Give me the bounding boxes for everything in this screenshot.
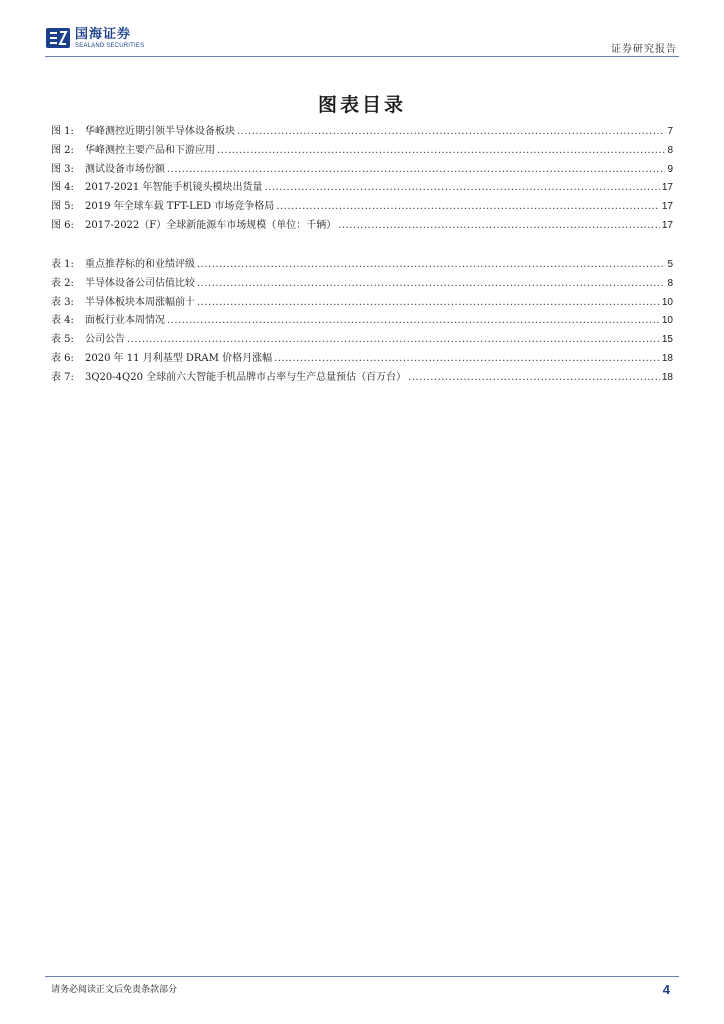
figure-entry[interactable] [51, 160, 673, 179]
disclaimer-note: 请务必阅读正文后免责条款部分 [51, 985, 178, 995]
entry-page-number: 8 [667, 144, 673, 156]
entry-page-number: 17 [661, 219, 673, 231]
company-logo [45, 26, 144, 50]
dot-leader [127, 334, 660, 345]
dot-leader [167, 315, 660, 326]
table-entry[interactable] [51, 349, 673, 368]
page-header [45, 26, 679, 56]
entry-page-number: 9 [667, 163, 673, 175]
logo-chinese-name: 国海证券 [75, 26, 132, 42]
entry-title: 华峰测控近期引领半导体设备板块 [85, 126, 235, 137]
entry-page-number: 18 [661, 352, 673, 364]
sealand-logo-icon [45, 26, 71, 50]
entry-number: 表 3: [51, 296, 74, 308]
figure-list [51, 122, 673, 235]
entry-page-number: 15 [661, 334, 673, 346]
entry-page-number: 7 [667, 126, 673, 137]
entry-number: 图 6: [51, 219, 74, 231]
page-number: 4 [662, 982, 670, 997]
entry-page-number: 10 [661, 296, 673, 308]
entry-title: 半导体板块本周涨幅前十 [85, 296, 195, 308]
header-divider [45, 56, 679, 57]
entry-page-number: 5 [667, 259, 673, 270]
entry-number: 表 6: [51, 352, 74, 364]
table-entry[interactable] [51, 368, 673, 387]
entry-title: 公司公告 [85, 334, 125, 346]
figure-entry[interactable] [51, 141, 673, 160]
dot-leader [197, 297, 660, 308]
dot-leader [217, 145, 665, 156]
entry-title: 2019 年全球车载 TFT-LED 市场竞争格局 [85, 201, 275, 213]
dot-leader [197, 278, 665, 289]
entry-title: 华峰测控主要产品和下游应用 [85, 144, 215, 156]
entry-title: 2017-2021 年智能手机镜头模块出货量 [85, 182, 263, 194]
dot-leader [274, 353, 660, 364]
dot-leader [197, 259, 665, 270]
entry-page-number: 17 [661, 182, 673, 194]
entry-page-number: 18 [661, 371, 673, 383]
entry-title: 半导体设备公司估值比较 [85, 277, 195, 289]
report-type-label: 证券研究报告 [611, 44, 677, 55]
entry-page-number: 10 [661, 315, 673, 327]
entry-title: 重点推荐标的和业绩评级 [85, 259, 195, 270]
table-entry[interactable] [51, 293, 673, 312]
dot-leader [408, 372, 660, 383]
figure-entry[interactable] [51, 216, 673, 235]
table-list [51, 255, 673, 387]
entry-number: 图 1: [51, 126, 74, 137]
footer-divider [45, 976, 679, 977]
figure-entry[interactable] [51, 178, 673, 197]
entry-number: 图 3: [51, 163, 74, 175]
table-entry[interactable] [51, 330, 673, 349]
dot-leader [276, 201, 660, 212]
entry-number: 图 5: [51, 201, 74, 213]
entry-page-number: 8 [667, 277, 673, 289]
entry-title: 测试设备市场份额 [85, 163, 165, 175]
entry-title: 2017-2022（F）全球新能源车市场规模（单位：千辆） [85, 219, 337, 231]
entry-title: 2020 年 11 月利基型 DRAM 价格月涨幅 [85, 352, 273, 364]
entry-number: 表 7: [51, 371, 74, 383]
page-title: 图表目录 [317, 94, 406, 116]
logo-english-name: SEALAND SECURITIES [75, 42, 145, 49]
table-entry[interactable] [51, 255, 673, 274]
entry-number: 表 4: [51, 315, 74, 327]
entry-number: 表 2: [51, 277, 74, 289]
figure-entry[interactable] [51, 122, 673, 141]
figure-entry[interactable] [51, 197, 673, 216]
entry-number: 表 1: [51, 259, 74, 270]
table-entry[interactable] [51, 311, 673, 330]
entry-number: 表 5: [51, 334, 74, 346]
entry-title: 面板行业本周情况 [85, 315, 165, 327]
entry-number: 图 4: [51, 182, 74, 194]
dot-leader [167, 164, 665, 175]
dot-leader [338, 220, 660, 231]
dot-leader [264, 182, 659, 193]
entry-page-number: 17 [661, 201, 673, 213]
entry-title: 3Q20-4Q20 全球前六大智能手机品牌市占率与生产总量预估（百万台） [85, 371, 407, 383]
table-entry[interactable] [51, 274, 673, 293]
entry-number: 图 2: [51, 144, 74, 156]
dot-leader [237, 126, 665, 137]
